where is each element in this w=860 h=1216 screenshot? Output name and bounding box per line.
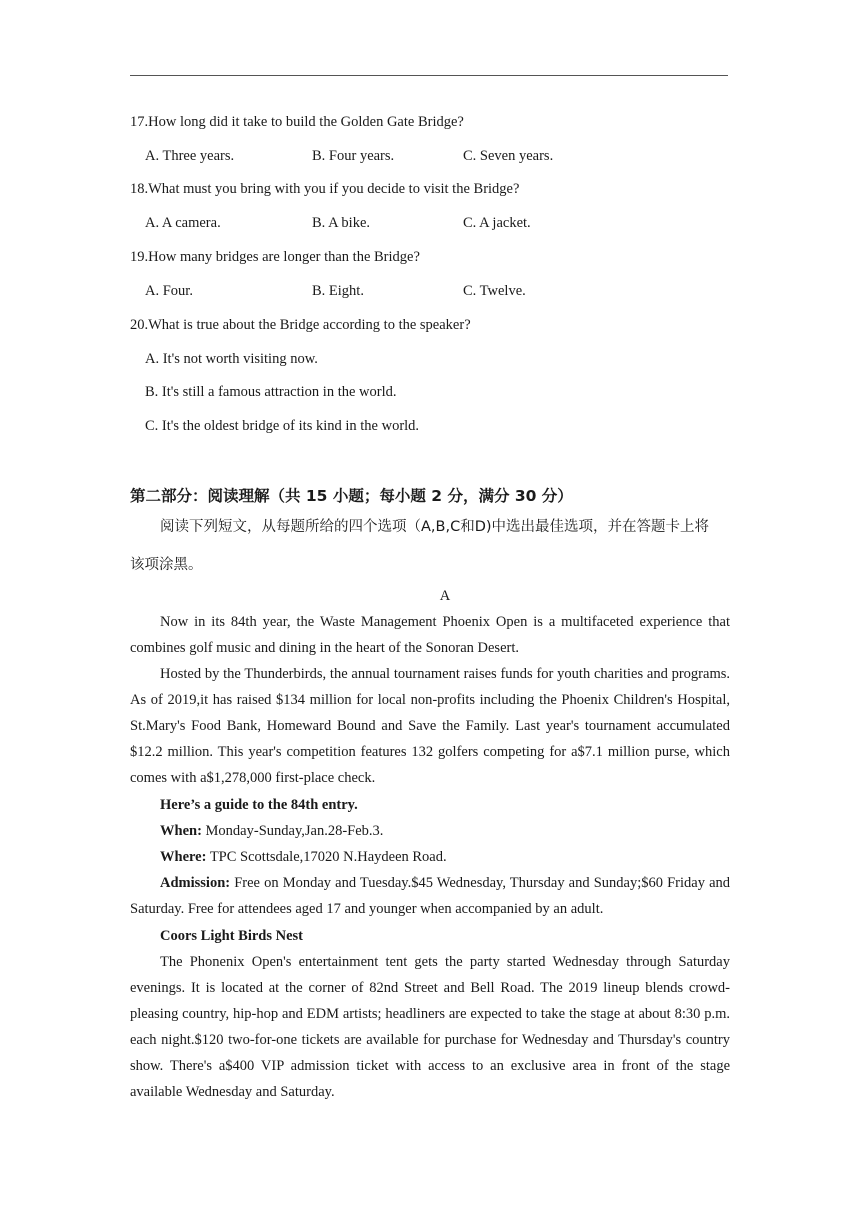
- guide-title-text: Here’s a guide to the 84th entry.: [160, 797, 358, 813]
- question-19: 19.How many bridges are longer than the Bridge?: [130, 249, 420, 265]
- where-line: [130, 844, 730, 870]
- q18-option-a: A. A camera.: [145, 215, 221, 231]
- admission-label: Admission:: [160, 875, 231, 891]
- admission-text: Free on Monday and Tuesday.$45 Wednesday, Thursday and Sunday;$60 Friday and Saturday. Free for attendees aged 17 and younger when accompanied by an adult.: [130, 875, 730, 917]
- subheading-text: Coors Light Birds Nest: [160, 928, 303, 944]
- passage-paragraph-1: Now in its 84th year, the Waste Management Phoenix Open is a multifaceted experience that combines golf music and dining in the heart of the Sonoran Desert.: [130, 614, 730, 656]
- where-label: Where:: [160, 849, 207, 865]
- when-label: When:: [160, 823, 202, 839]
- question-17: 17.How long did it take to build the Golden Gate Bridge?: [130, 114, 464, 130]
- q18-option-b: B. A bike.: [312, 215, 371, 231]
- where-text: TPC Scottsdale,17020 N.Haydeen Road.: [206, 849, 447, 865]
- section-heading: 第二部分：阅读理解（共 15 小题；每小题 2 分，满分 30 分）: [130, 487, 573, 505]
- q18-option-c: C. A jacket.: [463, 215, 531, 231]
- section-instruction: 阅读下列短文，从每题所给的四个选项（A,B,C和D)中选出最佳选项，并在答题卡上将: [160, 519, 710, 535]
- passage-paragraph-3: The Phonenix Open's entertainment tent gets the party started Wednesday through Saturday evenings. It is located at the corner of 82nd Street and Bell Road. The 2019 lineup blends crowd-pleasing country, hip-hop and EDM artists; headliners are expected to take the stage at about 8:30 p.m. each night.$120 two-for-one tickets are available for purchase for Wednesday and Thursday's country show. There's a$400 VIP admission ticket with access to an exclusive area in front of the stage available Wednesday and Saturday.: [130, 954, 730, 1100]
- q17-option-c: C. Seven years.: [463, 148, 554, 164]
- when-line: [130, 818, 730, 844]
- q19-option-b: B. Eight.: [312, 283, 364, 299]
- question-20: 20.What is true about the Bridge according to the speaker?: [130, 317, 471, 333]
- passage-label: A: [439, 588, 451, 604]
- header-rule: [130, 75, 728, 76]
- question-18: 18.What must you bring with you if you decide to visit the Bridge?: [130, 181, 520, 197]
- q20-option-c: C. It's the oldest bridge of its kind in the world.: [145, 418, 420, 434]
- q17-option-a: A. Three years.: [145, 148, 235, 164]
- q20-option-b: B. It's still a famous attraction in the world.: [145, 384, 397, 400]
- q19-option-a: A. Four.: [145, 283, 193, 299]
- q19-option-c: C. Twelve.: [463, 283, 526, 299]
- when-text: Monday-Sunday,Jan.28-Feb.3.: [201, 823, 384, 839]
- q17-option-b: B. Four years.: [312, 148, 395, 164]
- subheading: [130, 923, 730, 949]
- guide-title: [130, 792, 730, 818]
- passage-paragraph-2: Hosted by the Thunderbirds, the annual tournament raises funds for youth charities and programs. As of 2019,it has raised $134 million for local non-profits including the Phoenix Children's Hospital, St.Mary's Food Bank, Homeward Bound and Save the Family. Last year's tournament accumulated $12.2 million. This year's competition features 132 golfers competing for a$7.1 million purse, which comes with a$1,278,000 first-place check.: [130, 666, 730, 786]
- section-instruction-cont: 该项涂黑。: [130, 557, 203, 573]
- q20-option-a: A. It's not worth visiting now.: [145, 351, 318, 367]
- admission-paragraph: [130, 870, 730, 922]
